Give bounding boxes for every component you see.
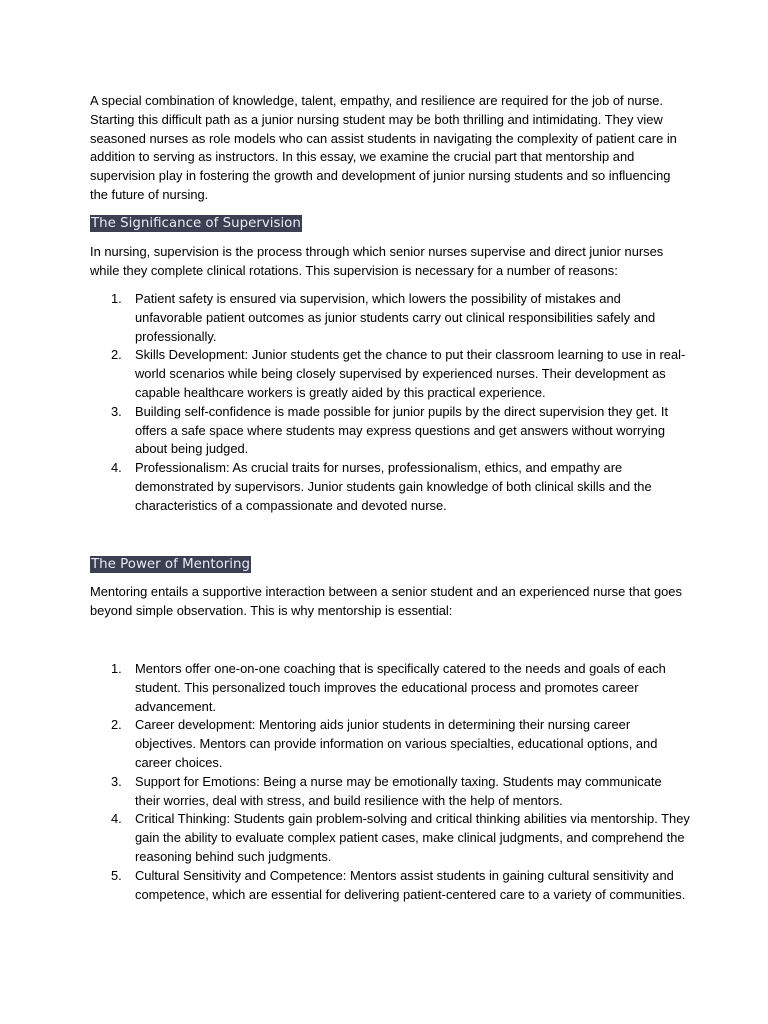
supervision-heading-wrap <box>90 214 690 232</box>
list-item <box>90 290 690 346</box>
supervision-lead-paragraph: In nursing, supervision is the process through which senior nurses supervise and direct junior nurses while they complete clinical rotations. This supervision is necessary for a number of reasons: <box>90 244 664 278</box>
mentoring-heading-wrap <box>90 555 690 573</box>
list-item-text: Professionalism: As crucial traits for nurses, professionalism, ethics, and empathy are demonstrated by supervisors. Junior students gain knowledge of both clinical skills and the characteristics of a compassionate and devoted nurse. <box>135 460 652 513</box>
list-item <box>90 810 690 866</box>
list-number: 1. <box>111 291 122 306</box>
mentoring-heading: The Power of Mentoring <box>91 557 251 572</box>
list-item-text: Career development: Mentoring aids junior students in determining their nursing career objectives. Mentors can provide information on various specialties, educational options, and career choices. <box>135 717 658 770</box>
list-item-text: Patient safety is ensured via supervision, which lowers the possibility of mistakes and unfavorable patient outcomes as junior students carry out clinical responsibilities safely and professionally. <box>135 291 656 344</box>
list-number: 3. <box>111 403 122 419</box>
list-item <box>90 403 690 459</box>
list-item <box>90 867 690 905</box>
list-number: 2. <box>111 347 122 363</box>
list-item-text: Skills Development: Junior students get the chance to put their classroom learning to use in real-world scenarios while being closely supervised by experienced nurses. Their development as capable healthcare workers is greatly aided by this practical experience. <box>135 347 686 400</box>
list-number: 4. <box>111 460 122 476</box>
mentoring-lead-paragraph: Mentoring entails a supportive interaction between a senior student and an experienced nurse that goes beyond simple observation. This is why mentorship is essential: <box>90 584 682 618</box>
supervision-heading: The Significance of Supervision <box>91 216 301 231</box>
list-item-text: Mentors offer one-on-one coaching that is specifically catered to the needs and goals of each student. This personalized touch improves the educational process and promotes career advancement. <box>135 661 666 714</box>
list-item <box>90 346 690 402</box>
list-number: 4. <box>111 811 122 827</box>
mentoring-list <box>90 660 690 904</box>
list-item <box>90 773 690 811</box>
supervision-list <box>90 290 690 516</box>
list-item-text: Cultural Sensitivity and Competence: Mentors assist students in gaining cultural sensitivity and competence, which are essential for delivering patient-centered care to a variety of communities. <box>135 867 686 902</box>
list-item-text: Critical Thinking: Students gain problem-solving and critical thinking abilities via mentorship. They gain the ability to evaluate complex patient cases, make clinical judgments, and comprehend the reasoning behind such judgments. <box>135 811 690 864</box>
intro-paragraph: A special combination of knowledge, talent, empathy, and resilience are required for the job of nurse. Starting this difficult path as a junior nursing student may be both thrilling and intimidating. They view seasoned nurses as role models who can assist students in navigating the complexity of patient care in addition to serving as instructors. In this essay, we examine the crucial part that mentorship and supervision play in fostering the growth and development of junior nursing students and so influencing the future of nursing. <box>90 93 677 202</box>
list-item-text: Building self-confidence is made possible for junior pupils by the direct supervision they get. It offers a safe space where students may express questions and get answers without worrying about being judged. <box>135 403 669 457</box>
list-item <box>90 660 690 716</box>
list-item-text: Support for Emotions: Being a nurse may be emotionally taxing. Students may communicate their worries, deal with stress, and build resilience with the help of mentors. <box>135 773 662 808</box>
list-item <box>90 716 690 772</box>
list-item <box>90 459 690 515</box>
list-number: 5. <box>111 867 122 883</box>
list-number: 1. <box>111 661 122 676</box>
list-number: 2. <box>111 717 122 733</box>
list-number: 3. <box>111 773 122 789</box>
